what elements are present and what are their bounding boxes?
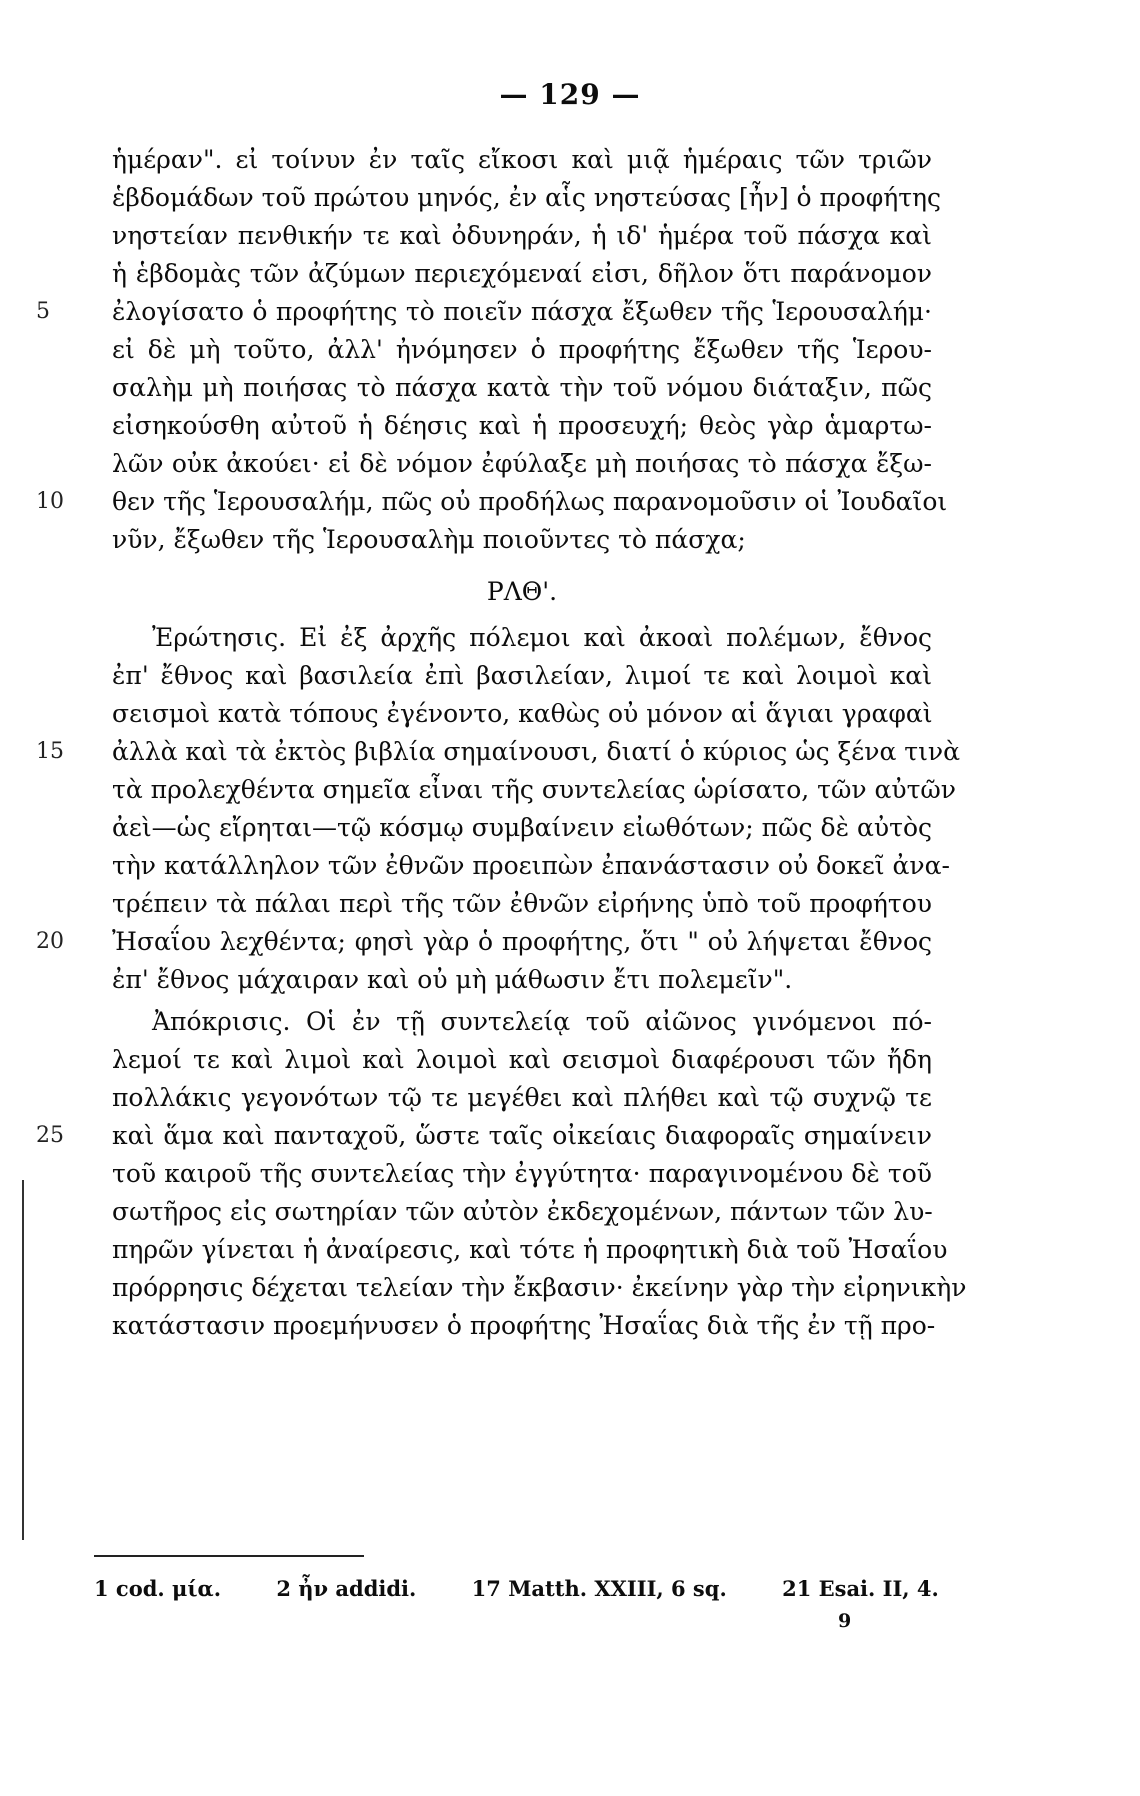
text-line: τρέπειν τὰ πάλαι περὶ τῆς τῶν ἐθνῶν εἰρήνης ὑπὸ τοῦ προφήτου: [112, 889, 932, 918]
footnote: 2 ἦν addidi.: [276, 1576, 417, 1601]
text-line: ἐπ' ἔθνος καὶ βασιλεία ἐπὶ βασιλείαν, λιμοί τε καὶ λοιμοὶ καὶ: [112, 661, 932, 690]
footnotes: [94, 1574, 939, 1604]
text-line: θεν τῆς Ἱερουσαλήμ, πῶς οὐ προδήλως παρανομοῦσιν οἱ Ἰουδαῖοι: [112, 487, 948, 516]
text-line: τοῦ καιροῦ τῆς συντελείας τὴν ἐγγύτητα· παραγινομένου δὲ τοῦ: [112, 1159, 932, 1188]
scan-edge-mark: [22, 1180, 24, 1540]
line-number: 10: [36, 489, 64, 514]
text-line: ἀλλὰ καὶ τὰ ἐκτὸς βιβλία σημαίνουσι, διατί ὁ κύριος ὡς ξένα τινὰ: [112, 737, 960, 766]
text-line: καὶ ἅμα καὶ πανταχοῦ, ὥστε ταῖς οἰκείαις διαφοραῖς σημαίνειν: [112, 1121, 932, 1150]
text-line: ἐπ' ἔθνος μάχαιραν καὶ οὐ μὴ μάθωσιν ἔτι πολεμεῖν".: [112, 965, 793, 994]
line-number: 5: [36, 299, 50, 324]
line-number: 15: [36, 739, 64, 764]
text-line: ἀεὶ—ὡς εἴρηται—τῷ κόσμῳ συμβαίνειν εἰωθότων; πῶς δὲ αὐτὸς: [112, 813, 932, 842]
text-line: ἡ ἑβδομὰς τῶν ἀζύμων περιεχόμεναί εἰσι, δῆλον ὅτι παράνομον: [112, 259, 932, 288]
text-line: Ἠσαΐου λεχθέντα; φησὶ γὰρ ὁ προφήτης, ὅτι " οὐ λήψεται ἔθνος: [112, 927, 932, 956]
text-line: σεισμοὶ κατὰ τόπους ἐγένοντο, καθὼς οὐ μόνον αἱ ἅγιαι γραφαὶ: [112, 699, 933, 728]
text-line: λεμοί τε καὶ λιμοὶ καὶ λοιμοὶ καὶ σεισμοὶ διαφέρουσι τῶν ἤδη: [112, 1045, 932, 1074]
text-line: εἰσηκούσθη αὐτοῦ ἡ δέησις καὶ ἡ προσευχή; θεὸς γὰρ ἁμαρτω-: [112, 411, 932, 440]
text-line: τὰ προλεχθέντα σημεῖα εἶναι τῆς συντελείας ὡρίσατο, τῶν αὐτῶν: [112, 775, 956, 804]
text-line: Ἐρώτησις. Εἰ ἐξ ἀρχῆς πόλεμοι καὶ ἀκοαὶ πολέμων, ἔθνος: [152, 623, 932, 652]
footnote: 17 Matth. XXIII, 6 sq.: [471, 1576, 727, 1601]
section-heading: ΡΛΘ'.: [486, 577, 558, 606]
text-line: τὴν κατάλληλον τῶν ἐθνῶν προειπὼν ἐπανάστασιν οὐ δοκεῖ ἀνα-: [112, 851, 950, 880]
text-line: σωτῆρος εἰς σωτηρίαν τῶν αὐτὸν ἐκδεχομένων, πάντων τῶν λυ-: [112, 1197, 933, 1226]
text-line: πολλάκις γεγονότων τῷ τε μεγέθει καὶ πλήθει καὶ τῷ συχνῷ τε: [112, 1083, 932, 1112]
text-line: πηρῶν γίνεται ἡ ἀναίρεσις, καὶ τότε ἡ προφητικὴ διὰ τοῦ Ἠσαΐου: [112, 1235, 948, 1264]
text-line: λῶν οὐκ ἀκούει· εἰ δὲ νόμον ἐφύλαξε μὴ ποιήσας τὸ πάσχα ἔξω-: [112, 449, 932, 478]
text-line: νῦν, ἔξωθεν τῆς Ἱερουσαλὴμ ποιοῦντες τὸ πάσχα;: [112, 525, 746, 554]
line-number: 25: [36, 1123, 64, 1148]
page-number: — 129 —: [499, 78, 641, 111]
line-number: 20: [36, 929, 64, 954]
footnote: 1 cod. μία.: [94, 1576, 222, 1601]
text-line: Ἀπόκρισις. Οἱ ἐν τῇ συντελείᾳ τοῦ αἰῶνος γινόμενοι πό-: [152, 1007, 932, 1036]
text-line: ἡμέραν". εἰ τοίνυν ἐν ταῖς εἴκοσι καὶ μιᾷ ἡμέραις τῶν τριῶν: [112, 145, 932, 174]
footnote-rule: [94, 1555, 364, 1557]
text-line: ἐλογίσατο ὁ προφήτης τὸ ποιεῖν πάσχα ἔξωθεν τῆς Ἱερουσαλήμ·: [112, 297, 932, 326]
footnote: 21 Esai. II, 4.: [782, 1576, 939, 1601]
text-line: κατάστασιν προεμήνυσεν ὁ προφήτης Ἠσαΐας διὰ τῆς ἐν τῇ προ-: [112, 1311, 936, 1340]
text-line: ἑβδομάδων τοῦ πρώτου μηνός, ἐν αἷς νηστεύσας [ἦν] ὁ προφήτης: [112, 183, 942, 212]
signature-mark: 9: [838, 1610, 852, 1632]
text-line: νηστείαν πενθικήν τε καὶ ὀδυνηράν, ἡ ιδ' ἡμέρα τοῦ πάσχα καὶ: [112, 221, 932, 250]
text-line: πρόρρησις δέχεται τελείαν τὴν ἔκβασιν· ἐκείνην γὰρ τὴν εἰρηνικὴν: [112, 1273, 967, 1302]
text-line: εἰ δὲ μὴ τοῦτο, ἀλλ' ἠνόμησεν ὁ προφήτης ἔξωθεν τῆς Ἱερου-: [112, 335, 932, 364]
text-line: σαλὴμ μὴ ποιήσας τὸ πάσχα κατὰ τὴν τοῦ νόμου διάταξιν, πῶς: [112, 373, 932, 402]
